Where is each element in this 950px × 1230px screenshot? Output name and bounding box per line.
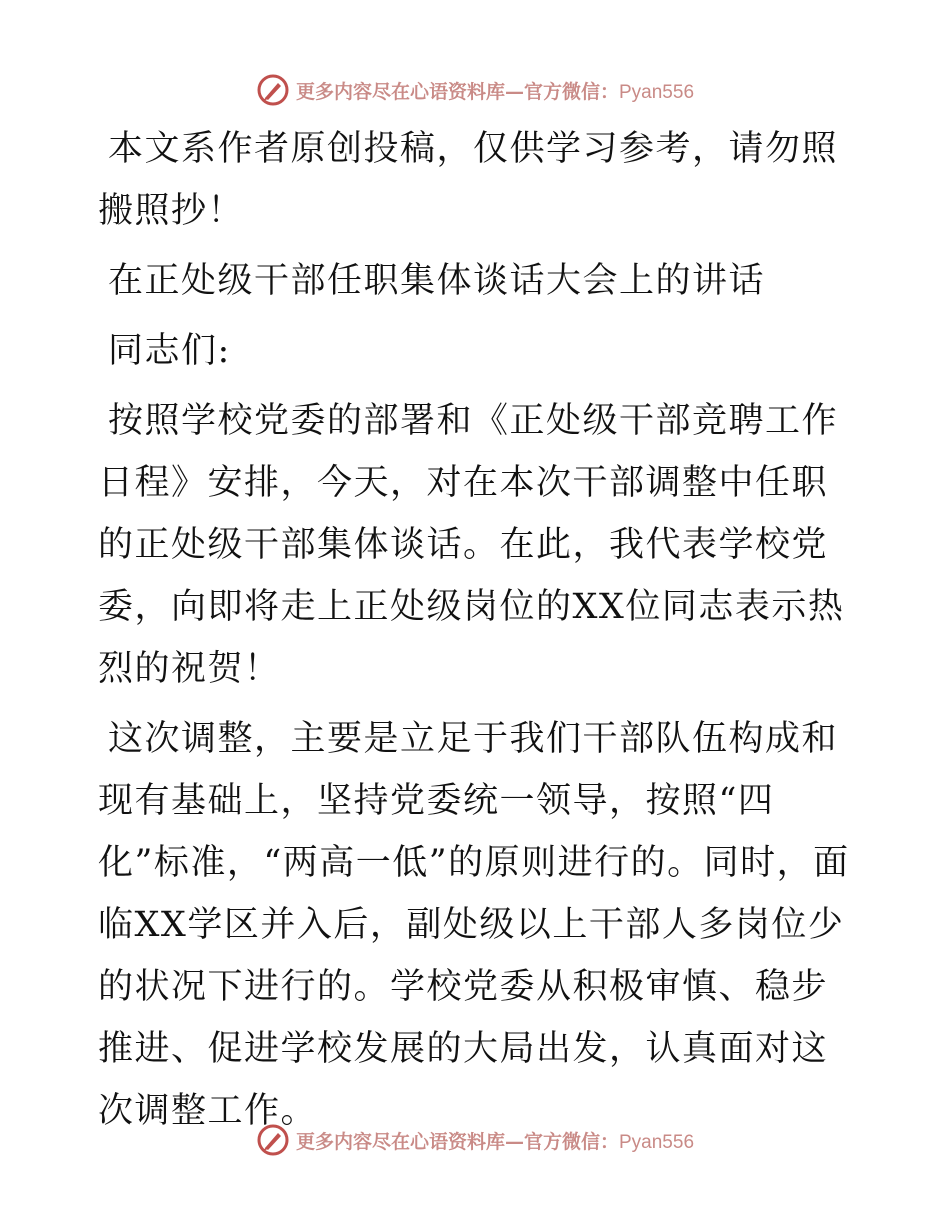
footer-watermark	[0, 1120, 950, 1160]
watermark-text: 更多内容尽在心语资料库—官方微信：Pyan556	[295, 80, 695, 103]
document-body	[98, 118, 858, 1150]
watermark-text: 更多内容尽在心语资料库—官方微信：Pyan556	[295, 1130, 695, 1153]
copyright-notice: 本文系作者原创投稿，仅供学习参考，请勿照搬照抄！	[98, 129, 839, 231]
pen-logo-icon	[256, 1123, 290, 1157]
paragraph-2: 这次调整，主要是立足于我们干部队伍构成和现有基础上，坚持党委统一领导，按照“四化”标准，“两高一低”的原则进行的。同时，面临XX学区并入后，副处级以上干部人多岗位少的状况下进行的。学校党委从积极审慎、稳步推进、促进学校发展的大局出发，认真面对这次调整工作。	[98, 719, 850, 1131]
document-title: 在正处级干部任职集体谈话大会上的讲话	[108, 261, 766, 301]
salutation: 同志们:	[108, 331, 231, 371]
pen-logo-icon	[256, 73, 290, 107]
paragraph-1: 按照学校党委的部署和《正处级干部竞聘工作日程》安排，今天，对在本次干部调整中任职的正处级干部集体谈话。在此，我代表学校党委，向即将走上正处级岗位的XX位同志表示热烈的祝贺！	[98, 401, 845, 689]
header-watermark	[0, 70, 950, 110]
